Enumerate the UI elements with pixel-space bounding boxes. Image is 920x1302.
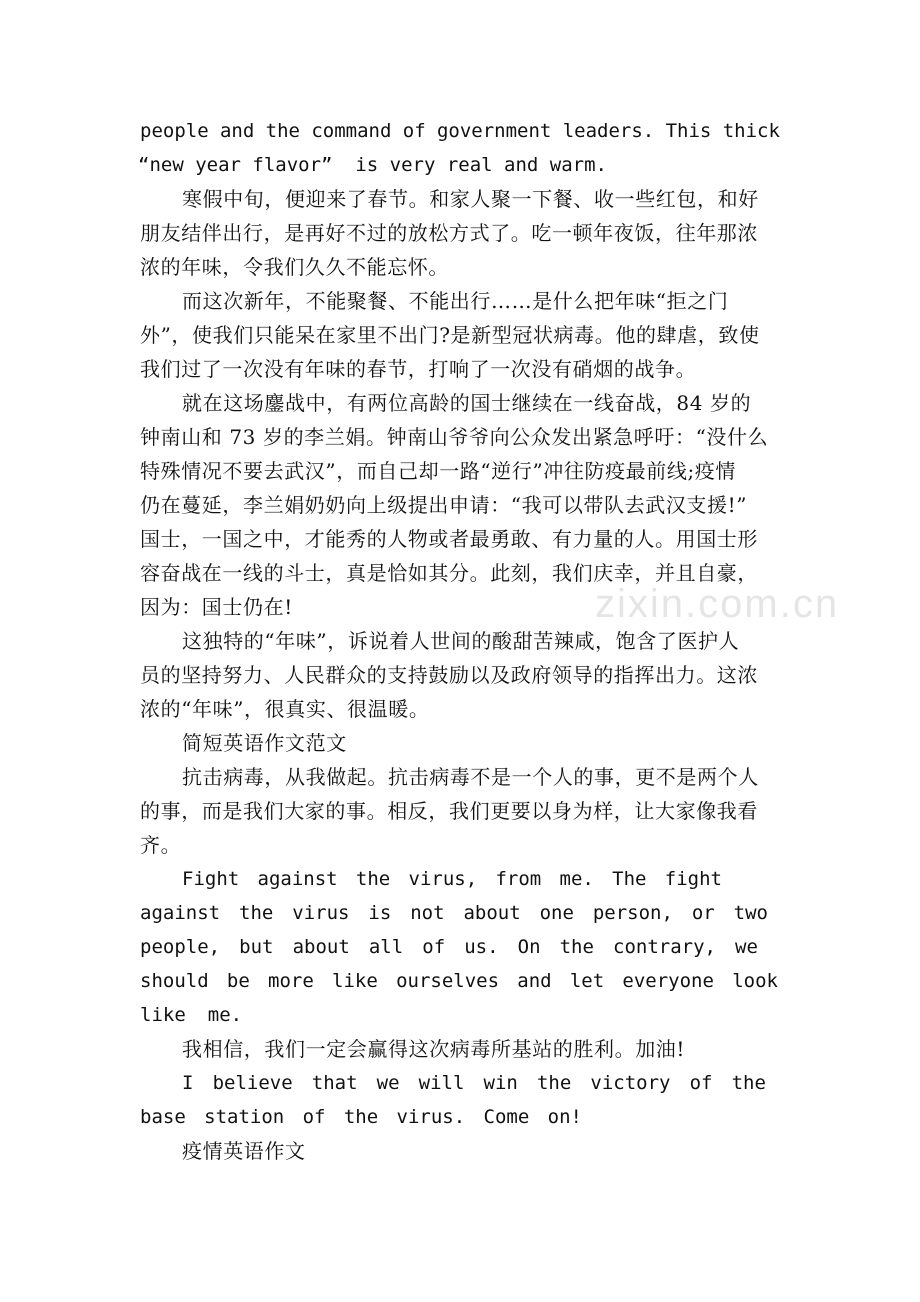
english-line [138,148,778,182]
paragraph-line: 寒假中旬，便迎来了春节。和家人聚一下餐、收一些红包，和好 [182,187,759,211]
paragraph-line: 国士，一国之中，才能秀的人物或者最勇敢、有力量的人。用国士形 [140,527,758,551]
word: fight [664,868,722,890]
word: about [292,936,350,958]
english-line [140,114,780,148]
word: from [495,868,542,890]
english-line [140,964,778,998]
paragraph-line: 员的坚持努力、人民群众的支持鼓励以及政府领导的指挥出力。这浓 [140,663,758,687]
word: me. [207,1004,243,1026]
word: the [536,1072,572,1094]
word: contrary, [613,936,716,958]
word: person, [592,902,673,924]
english-line [140,930,758,964]
word: like [140,1004,186,1026]
word: we [376,1072,400,1094]
word: people, [140,936,221,958]
word: victory [590,1072,671,1094]
word: two [733,902,768,924]
word: or [691,902,715,924]
word: one [539,902,574,924]
word: people [140,120,209,142]
word: government [436,120,552,142]
word: like [332,970,378,992]
word: win [483,1072,518,1094]
paragraph-line: 朋友结伴出行，是再好不过的放松方式了。吃一顿年夜饭，往年那浓 [140,221,758,245]
section-heading: 疫情英语作文 [182,1139,306,1163]
word: the [559,936,594,958]
word: This [665,120,712,142]
paragraph-line: 抗击病毒，从我做起。抗击病毒不是一个人的事，更不是两个人 [182,765,759,789]
word: that [311,1072,358,1094]
word: of [302,1106,326,1128]
paragraph-line: 钟南山和 73 岁的李兰娟。钟南山爷爷向公众发出紧急呼吁：“没什么 [140,425,769,449]
english-line [140,998,780,1032]
section-heading: 简短英语作文范文 [182,731,347,755]
word: of [422,936,446,958]
word: be [226,970,250,992]
word: leaders. [562,120,655,142]
word: believe [212,1072,293,1094]
word: look [732,970,778,992]
paragraph-line: 我们过了一次没有年味的春节，打响了一次没有硝烟的战争。 [140,357,697,381]
paragraph-line: 这独特的“年味”，诉说着人世间的酸甜苦辣咸，饱含了医护人 [182,629,740,653]
word: not [410,902,445,924]
word: virus [292,902,350,924]
word: but [239,936,274,958]
word: and [517,970,552,992]
word: is [368,902,392,924]
word: virus. [396,1106,466,1128]
word: On [517,936,541,958]
paragraph-line: 仍在蔓延，李兰娟奶奶向上级提出申请：“我可以带队去武汉支援!” [140,493,748,517]
word: virus, [408,868,478,890]
word: The [612,868,647,890]
word: the [355,868,391,890]
word: about [463,902,521,924]
word: thick [722,120,780,142]
word: the [343,1106,379,1128]
paragraph-line: 容奋战在一线的斗士，真是恰如其分。此刻，我们庆幸，并且自豪， [140,561,758,585]
paragraph-line: 外”，使我们只能呆在家里不出门?是新型冠状病毒。他的肆虐，致使 [140,323,760,347]
word: base [140,1106,186,1128]
english-text: “new year flavor” is very real and warm. [138,154,607,176]
word: the [731,1072,766,1094]
word: against [140,902,221,924]
word: Come [483,1106,530,1128]
paragraph-line: 就在这场鏖战中，有两位高龄的国士继续在一线奋战，84 岁的 [182,391,752,415]
word: command [311,120,392,142]
paragraph-line: 的事，而是我们大家的事。相反，我们更要以身为样，让大家像我看 [140,799,758,823]
watermark: zixin.com.cn [595,582,840,626]
word: should [140,970,209,992]
paragraph-line: 浓的年味，令我们久久不能忘怀。 [140,255,449,279]
word: and [219,120,255,142]
word: the [239,902,274,924]
word: Fight [182,868,240,890]
word: us. [464,936,499,958]
word: everyone [622,970,714,992]
word: will [418,1072,465,1094]
word: of [689,1072,713,1094]
paragraph-line: 齐。 [140,833,182,857]
paragraph-line: 而这次新年，不能聚餐、不能出行……是什么把年味“拒之门 [182,289,729,313]
paragraph-line: 我相信，我们一定会赢得这次病毒所基站的胜利。加油! [182,1037,686,1061]
english-line [182,862,722,896]
word: of [402,120,426,142]
word: I [182,1072,194,1094]
paragraph-line: 因为：国士仍在! [140,595,293,619]
word: against [257,868,338,890]
word: all [368,936,404,958]
paragraph-line: 浓的“年味”，很真实、很温暖。 [140,697,430,721]
word: station [204,1106,285,1128]
word: on! [547,1106,582,1128]
word: the [265,120,300,142]
paragraph-line: 特殊情况不要去武汉”，而自己却一路“逆行”冲往防疫最前线;疫情 [140,459,737,483]
english-line [140,1100,582,1134]
word: me. [559,868,594,890]
word: we [735,936,758,958]
word: let [569,970,605,992]
word: ourselves [396,970,500,992]
english-line [140,896,768,930]
word: more [268,970,314,992]
english-line [182,1066,766,1100]
